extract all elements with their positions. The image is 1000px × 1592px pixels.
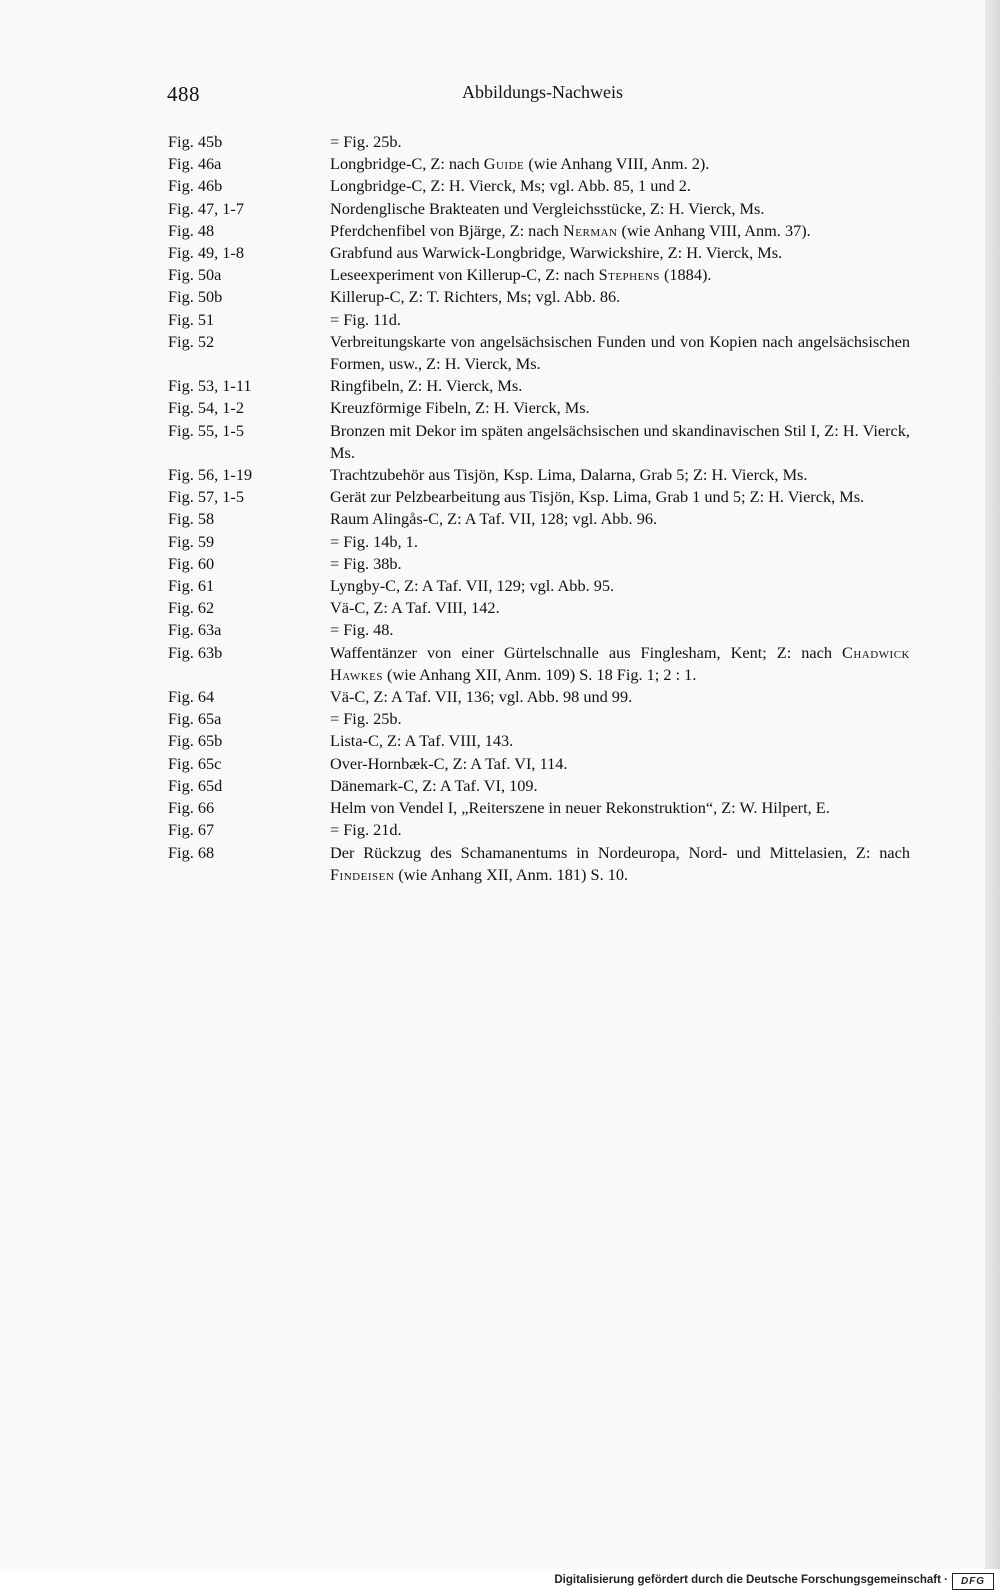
description-text: Longbridge-C, Z: H. Vierck, Ms; vgl. Abb. 85, 1 und 2. [330, 176, 691, 196]
author-name: Stephens [598, 265, 660, 285]
figure-entry [168, 264, 910, 286]
description-text: = Fig. 11d. [330, 309, 401, 329]
figure-description [330, 131, 910, 153]
scan-edge-shadow [985, 0, 1000, 1569]
footer-credit: Digitalisierung gefördert durch die Deutsche Forschungsgemeinschaft · [554, 1574, 948, 1586]
figure-number: Fig. 65c [168, 753, 222, 773]
description-text: Longbridge-C, Z: nach [330, 154, 484, 174]
figure-entry [168, 597, 910, 619]
figure-description [330, 708, 910, 730]
figure-entry [168, 508, 910, 530]
description-text: = Fig. 25b. [330, 132, 402, 151]
figure-number: Fig. 56, 1-19 [168, 465, 253, 485]
description-text: Grabfund aus Warwick-Longbridge, Warwickshire, Z: H. Vierck, Ms. [330, 243, 783, 263]
running-title: Abbildungs-Nachweis [462, 82, 623, 102]
figure-description [330, 686, 910, 708]
description-text: Lyngby-C, Z: A Taf. VII, 129; vgl. Abb. 95. [330, 576, 615, 596]
description-text: Trachtzubehör aus Tisjön, Ksp. Lima, Dalarna, Grab 5; Z: H. Vierck, Ms. [330, 465, 808, 485]
figure-entry [168, 286, 910, 308]
page-number: 488 [167, 82, 200, 106]
figure-description [330, 797, 910, 819]
description-text: = Fig. 48. [330, 620, 394, 640]
figure-number: Fig. 55, 1-5 [168, 420, 244, 440]
figure-entry [168, 331, 910, 375]
description-text: Verbreitungskarte von angelsächsischen Funden und von Kopien nach angelsächsischen Formen, usw., Z: H. Vierck, Ms. [330, 331, 910, 374]
figure-entry [168, 242, 910, 264]
figure-entry [168, 730, 910, 752]
figure-number: Fig. 66 [168, 798, 215, 818]
figure-entry [168, 753, 910, 775]
figure-entry [168, 797, 910, 819]
figure-entry [168, 375, 910, 397]
author-name: Guide [483, 154, 525, 174]
figure-entry [168, 686, 910, 708]
description-text: Kreuzförmige Fibeln, Z: H. Vierck, Ms. [330, 398, 590, 418]
description-text: Waffentänzer von einer Gürtelschnalle aus Finglesham, Kent; Z: nach [330, 642, 842, 662]
figure-number: Fig. 60 [168, 553, 215, 573]
figure-description [330, 220, 910, 242]
description-text: Gerät zur Pelzbearbeitung aus Tisjön, Ksp. Lima, Grab 1 und 5; Z: H. Vierck, Ms. [330, 487, 865, 507]
figure-entry [168, 175, 910, 197]
figure-entry [168, 619, 910, 641]
figure-description [330, 597, 910, 619]
figure-description [330, 175, 910, 197]
figure-number: Fig. 59 [168, 531, 215, 551]
figure-description [330, 309, 910, 331]
figure-number: Fig. 58 [168, 509, 215, 529]
figure-description [330, 642, 910, 686]
figure-entry [168, 708, 910, 730]
figure-number: Fig. 48 [168, 220, 215, 240]
figure-entry [168, 198, 910, 220]
figure-entry [168, 220, 910, 242]
figure-number: Fig. 54, 1-2 [168, 398, 244, 418]
figure-description [330, 842, 910, 886]
figure-description [330, 775, 910, 797]
figure-number: Fig. 61 [168, 576, 215, 596]
description-text: (wie Anhang VIII, Anm. 37). [617, 220, 811, 240]
figure-entry [168, 153, 910, 175]
description-text: Der Rückzug des Schamanentums in Nordeuropa, Nord- und Mittelasien, Z: nach [330, 842, 910, 862]
figure-entry [168, 131, 910, 153]
description-text: Raum Alingås-C, Z: A Taf. VII, 128; vgl. Abb. 96. [330, 509, 658, 529]
author-name: Findeisen [330, 864, 395, 884]
description-text: Vä-C, Z: A Taf. VIII, 142. [330, 598, 500, 618]
figure-description [330, 464, 910, 486]
figure-description [330, 508, 910, 530]
description-text: Bronzen mit Dekor im späten angelsächsischen und skandinavischen Stil I, Z: H. Vierck, Ms. [330, 420, 910, 462]
figure-description [330, 153, 910, 175]
figure-entry [168, 309, 910, 331]
figure-description [330, 397, 910, 419]
description-text: Lista-C, Z: A Taf. VIII, 143. [330, 731, 514, 751]
figure-entry [168, 819, 910, 841]
description-text: Dänemark-C, Z: A Taf. VI, 109. [330, 775, 538, 795]
description-text: Vä-C, Z: A Taf. VII, 136; vgl. Abb. 98 und 99. [330, 687, 633, 707]
figure-number: Fig. 46a [168, 154, 222, 174]
figure-entry [168, 575, 910, 597]
description-text: = Fig. 21d. [330, 820, 402, 840]
author-name: Nerman [563, 220, 618, 240]
figure-description [330, 531, 910, 553]
figure-description [330, 819, 910, 841]
figure-number: Fig. 64 [168, 687, 215, 707]
figure-number: Fig. 51 [168, 309, 215, 329]
figure-number: Fig. 50a [168, 265, 222, 285]
figure-number: Fig. 65d [168, 775, 223, 795]
figure-entry [168, 486, 910, 508]
description-text: (wie Anhang XII, Anm. 181) S. 10. [394, 864, 629, 884]
figure-number: Fig. 67 [168, 820, 215, 840]
figure-description [330, 486, 910, 508]
figure-description [330, 331, 910, 375]
figure-description [330, 619, 910, 641]
figure-entry [168, 464, 910, 486]
figure-number: Fig. 65b [168, 731, 223, 751]
figure-description [330, 198, 910, 220]
dfg-logo-icon: DFG [952, 1573, 994, 1590]
figure-number: Fig. 50b [168, 287, 223, 307]
figure-entry [168, 420, 910, 464]
figure-entry [168, 775, 910, 797]
figure-entry [168, 397, 910, 419]
description-text: = Fig. 38b. [330, 553, 402, 573]
figure-number: Fig. 52 [168, 331, 215, 351]
figure-description [330, 730, 910, 752]
description-text: Nordenglische Brakteaten und Vergleichsstücke, Z: H. Vierck, Ms. [330, 198, 765, 218]
figure-number: Fig. 68 [168, 842, 215, 862]
figure-description [330, 286, 910, 308]
description-text: Killerup-C, Z: T. Richters, Ms; vgl. Abb. 86. [330, 287, 621, 307]
figure-description [330, 242, 910, 264]
figure-number: Fig. 46b [168, 176, 223, 196]
figure-description [330, 575, 910, 597]
figure-description [330, 553, 910, 575]
description-text: Ringfibeln, Z: H. Vierck, Ms. [330, 376, 523, 396]
figure-number: Fig. 62 [168, 598, 215, 618]
figure-entry [168, 842, 910, 886]
figure-number: Fig. 57, 1-5 [168, 487, 244, 507]
figure-number: Fig. 49, 1-8 [168, 243, 244, 263]
description-text: (1884). [659, 265, 712, 285]
figure-number: Fig. 53, 1-11 [168, 376, 252, 396]
description-text: (wie Anhang VIII, Anm. 2). [524, 154, 710, 174]
figure-number: Fig. 65a [168, 709, 222, 729]
figure-number: Fig. 63b [168, 642, 223, 662]
figure-description [330, 264, 910, 286]
figure-entry [168, 531, 910, 553]
figure-number: Fig. 47, 1-7 [168, 198, 244, 218]
figure-description [330, 420, 910, 464]
description-text: = Fig. 14b, 1. [330, 531, 418, 551]
author-name: Chadwick Hawkes [330, 642, 910, 684]
figure-description [330, 375, 910, 397]
figure-description [330, 753, 910, 775]
description-text: = Fig. 25b. [330, 709, 402, 729]
description-text: Pferdchenfibel von Bjärge, Z: nach [330, 220, 563, 240]
description-text: Leseexperiment von Killerup-C, Z: nach [330, 265, 599, 285]
description-text: Over-Hornbæk-C, Z: A Taf. VI, 114. [330, 753, 568, 773]
description-text: Helm von Vendel I, „Reiterszene in neuer Rekonstruktion“, Z: W. Hilpert, E. [330, 798, 830, 818]
figure-credit-list [168, 131, 910, 886]
description-text: (wie Anhang XII, Anm. 109) S. 18 Fig. 1; 2 : 1. [382, 664, 697, 684]
figure-number: Fig. 63a [168, 620, 222, 640]
figure-number: Fig. 45b [168, 132, 223, 151]
figure-entry [168, 642, 910, 686]
figure-entry [168, 553, 910, 575]
